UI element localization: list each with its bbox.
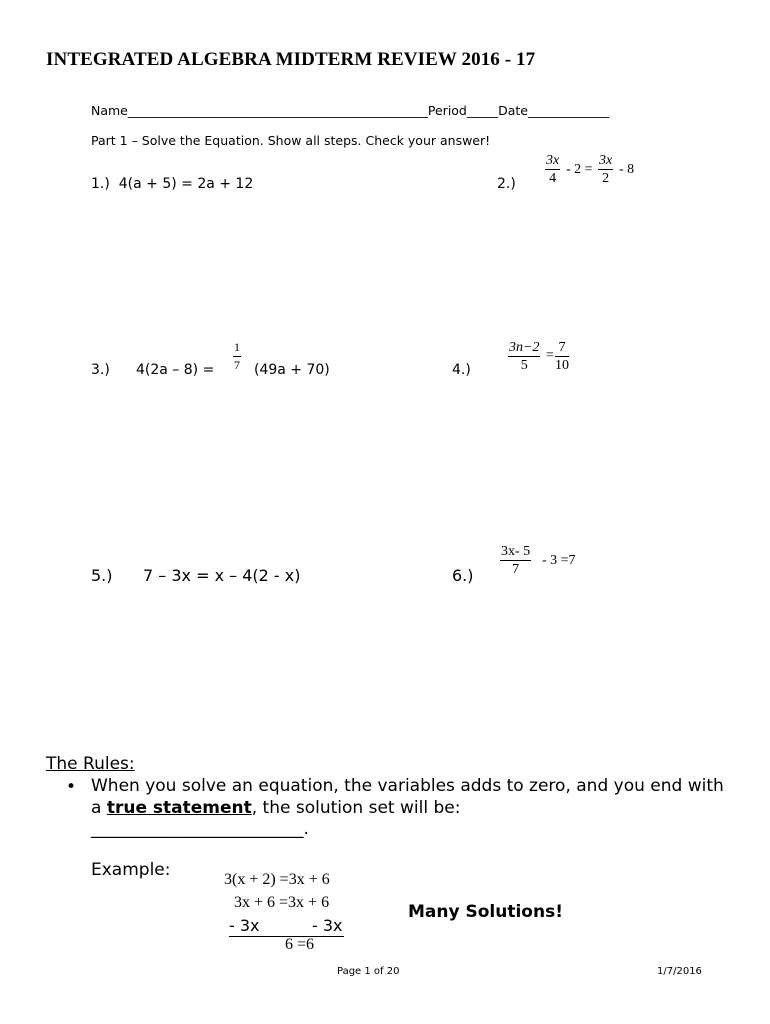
- q5-number: 5.): [91, 566, 113, 585]
- bullet-answer-blank[interactable]: _________________________.: [91, 819, 309, 839]
- name-label: Name: [91, 103, 128, 118]
- example-line-3-right: - 3x: [312, 916, 343, 935]
- q2-f2-den: 2: [602, 171, 610, 186]
- q4-f2-den: 10: [555, 358, 569, 373]
- q6-f-den: 7: [512, 562, 520, 577]
- rules-bullet: [91, 776, 731, 841]
- q1-number: 1.): [91, 176, 110, 192]
- q2-number: 2.): [497, 176, 516, 192]
- example-line-3-left: - 3x: [229, 916, 260, 935]
- q3-fraction: [233, 339, 241, 374]
- footer-page-number: Page 1 of 20: [337, 966, 400, 977]
- q4-fraction-2: [555, 339, 569, 374]
- example-line-4: 6 =6: [285, 936, 315, 953]
- date-label: Date: [498, 103, 529, 118]
- name-blank[interactable]: ________________________________________________: [127, 103, 428, 118]
- q3-number: 3.): [91, 362, 110, 378]
- q6-tail: - 3 =7: [542, 553, 576, 568]
- q2-f1-den: 4: [549, 171, 557, 186]
- q3-f-den: 7: [234, 358, 240, 372]
- footer-date: 1/7/2016: [657, 966, 702, 977]
- bullet-icon: •: [66, 777, 77, 797]
- period-label: Period: [427, 103, 467, 118]
- q4-f1-num: 3n−2: [509, 340, 540, 355]
- q4-number: 4.): [452, 362, 471, 378]
- page-title: INTEGRATED ALGEBRA MIDTERM REVIEW 2016 - 17: [46, 49, 536, 70]
- q4-f2-num: 7: [555, 339, 569, 357]
- q6-f-num: 3x- 5: [501, 544, 531, 559]
- bullet-true-statement: true statement: [106, 797, 252, 818]
- date-blank[interactable]: _____________: [528, 103, 610, 118]
- example-line-1: 3(x + 2) =3x + 6: [224, 871, 330, 888]
- q5-equation: 7 – 3x = x – 4(2 - x): [143, 566, 301, 585]
- period-blank[interactable]: _____: [466, 103, 499, 118]
- q1-equation: 4(a + 5) = 2a + 12: [118, 176, 254, 192]
- part1-instructions: Part 1 – Solve the Equation. Show all steps. Check your answer!: [91, 133, 491, 148]
- bullet-text-pre: When you solve an equation, the variables adds to zero, and you end with a: [91, 776, 724, 818]
- rules-heading: The Rules:: [46, 754, 135, 774]
- q6-fraction: [500, 543, 531, 578]
- header-fields: [91, 103, 609, 118]
- example-line-2: 3x + 6 =3x + 6: [234, 894, 330, 911]
- q2-f2-num: 3x: [599, 153, 613, 168]
- q2-f1-num: 3x: [546, 153, 560, 168]
- q2-fraction-1: [545, 152, 560, 187]
- q4-fraction-1: [508, 339, 540, 374]
- q3-f-num: 1: [233, 339, 241, 357]
- question-1: [91, 176, 253, 192]
- q2-fraction-2: [598, 152, 613, 187]
- example-result: Many Solutions!: [408, 902, 563, 922]
- q2-tail: - 8: [619, 162, 635, 177]
- q4-f1-den: 5: [520, 358, 528, 373]
- q3-left: 4(2a – 8) =: [136, 362, 215, 378]
- q4-equals: =: [546, 348, 554, 363]
- q6-number: 6.): [452, 566, 474, 585]
- example-label: Example:: [91, 860, 171, 880]
- q3-right: (49a + 70): [254, 362, 330, 378]
- q2-mid: - 2 =: [566, 162, 593, 177]
- bullet-text-post: , the solution set will be:: [251, 797, 461, 818]
